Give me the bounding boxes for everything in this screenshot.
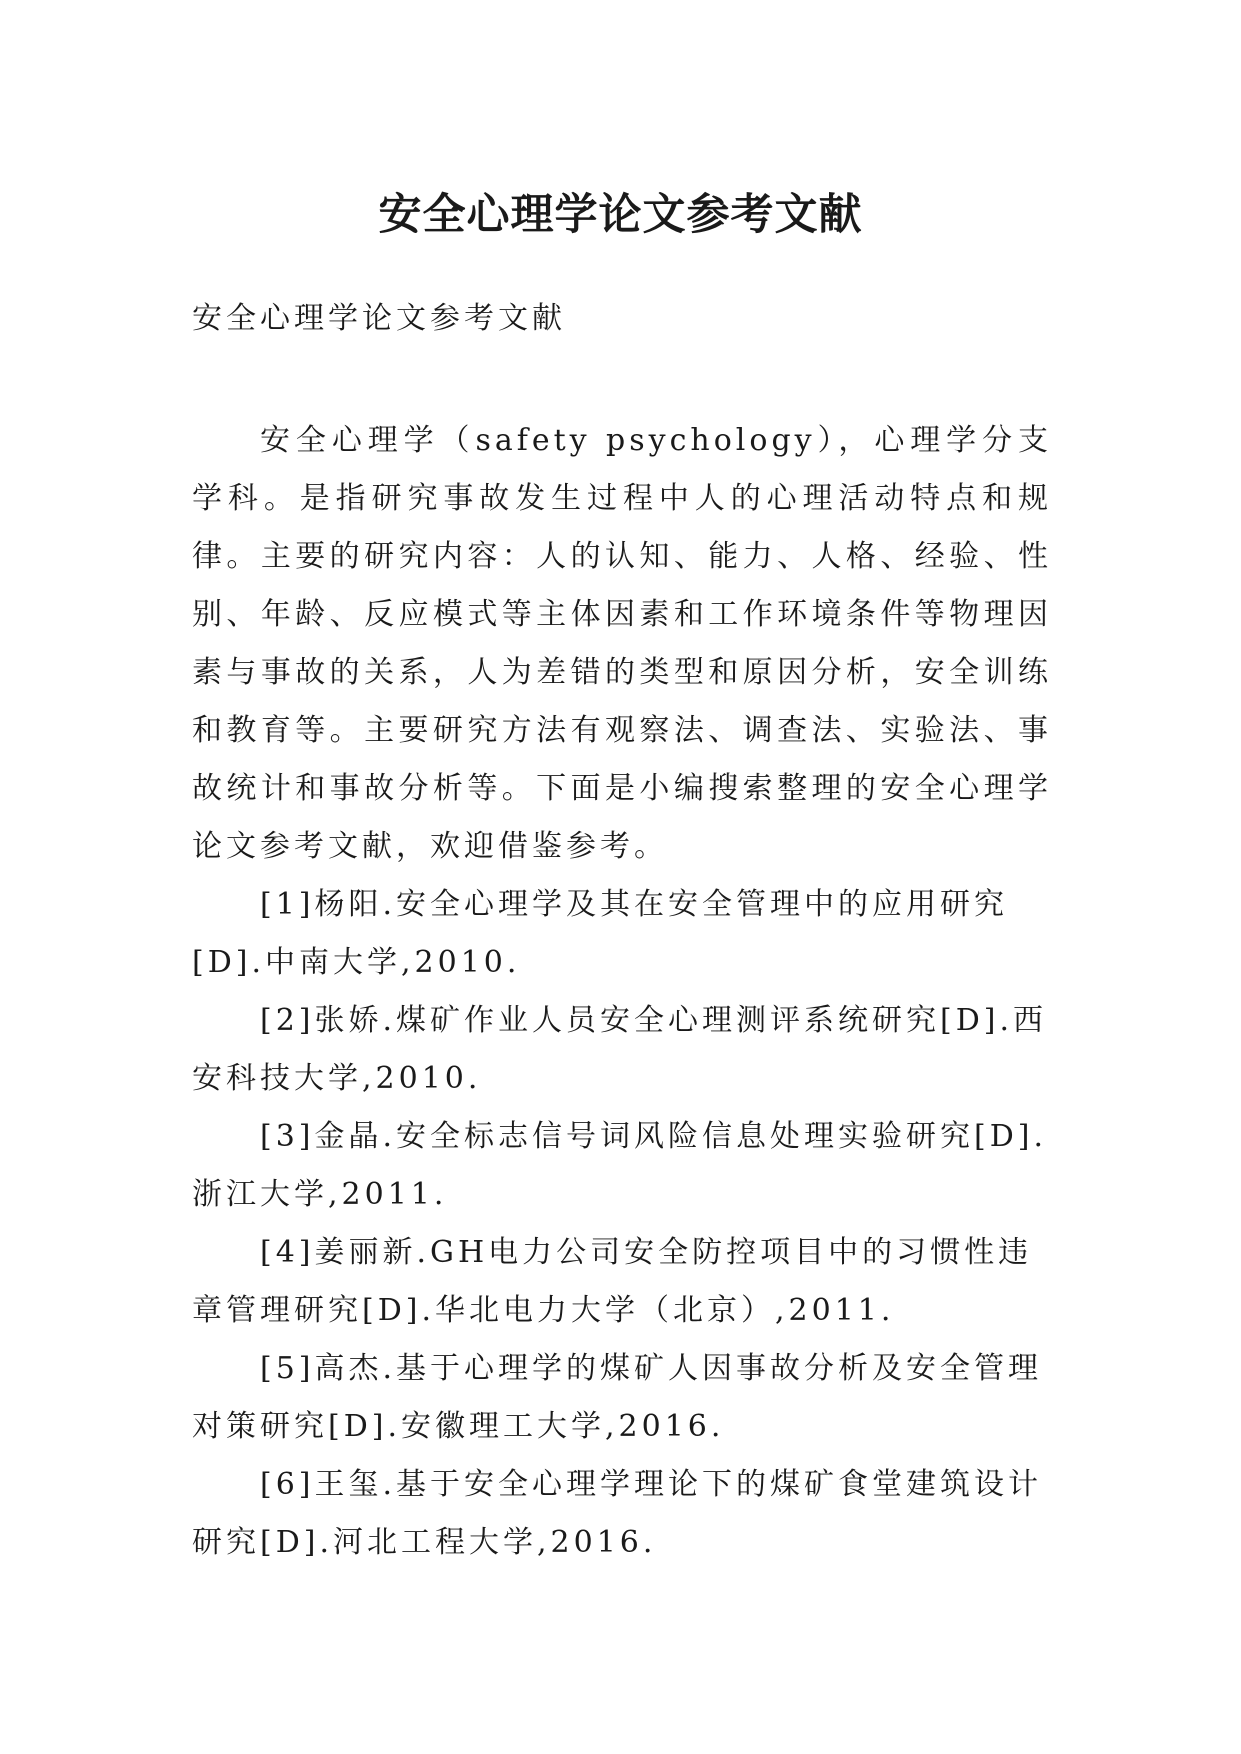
document-body: [192, 290, 1052, 1572]
reference-item: [3]金晶.安全标志信号词风险信息处理实验研究[D].浙江大学,2011.: [192, 1119, 1048, 1212]
reference-list: [192, 876, 1052, 1572]
document-title: 安全心理学论文参考文献: [378, 189, 863, 240]
reference-item: [1]杨阳.安全心理学及其在安全管理中的应用研究[D].中南大学,2010.: [192, 887, 1009, 980]
reference-item: [5]高杰.基于心理学的煤矿人因事故分析及安全管理对策研究[D].安徽理工大学,2016.: [192, 1351, 1043, 1444]
reference-item: [4]姜丽新.GH电力公司安全防控项目中的习惯性违章管理研究[D].华北电力大学（北京）,2011.: [192, 1235, 1033, 1328]
reference-item: [6]王玺.基于安全心理学理论下的煤矿食堂建筑设计研究[D].河北工程大学,2016.: [192, 1467, 1043, 1560]
document-subtitle: 安全心理学论文参考文献: [192, 301, 566, 336]
reference-item: [2]张娇.煤矿作业人员安全心理测评系统研究[D].西安科技大学,2010.: [192, 1003, 1048, 1096]
intro-paragraph: 安全心理学（safety psychology），心理学分支学科。是指研究事故发生过程中人的心理活动特点和规律。主要的研究内容：人的认知、能力、人格、经验、性别、年龄、反应模式等主体因素和工作环境条件等物理因素与事故的关系，人为差错的类型和原因分析，安全训练和教育等。主要研究方法有观察法、调查法、实验法、事故统计和事故分析等。下面是小编搜索整理的安全心理学论文参考文献，欢迎借鉴参考。: [192, 423, 1052, 864]
